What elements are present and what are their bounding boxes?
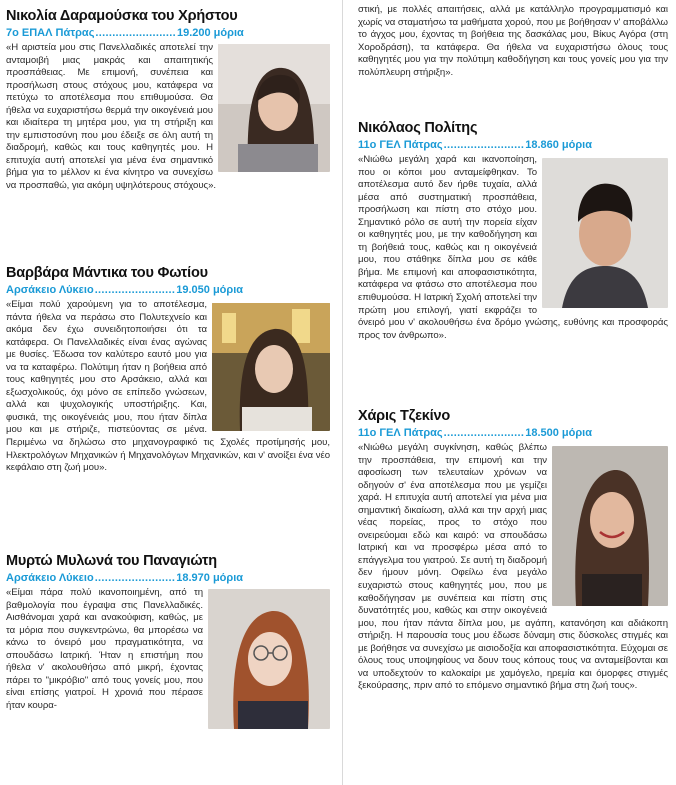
article-text: «Νιώθω μεγάλη συγκίνηση, καθώς βλέπω την προσπάθεια, την επιμονή και την αφοσίωση των τελευταίων χρόνων να οδηγούν σ' ένα αποτέλεσμα που με γεμίζει χαρά. Η επιτυχία αυτή αποτελεί για μένα μια σημαντική δικαίωση, αλλά και την αρχή μιας νέας πορείας, προς το στόχο που ονειρεύομαι εδώ και καιρό: να σπουδάσω Ιατρική και να προσφέρω μέσα από το επάγγελμα του γιατρού. Σε αυτή τη διαδρομή δεν ήμουν μόνη. Οφείλω ένα μεγάλο ευχαριστώ στους καθηγητές μου, που με καθοδήγησαν με συνέπεια και πίστη στις δυνατότητές μου, καθώς και στην οικογένειά μου, που ήταν πάντα δίπλα μου, με αγάπη, κατανόηση και αδιάκοπη στήριξη. Η παρουσία τους μου έδωσε δύναμη στις δύσκολες στιγμές και με βοήθησε να συνεχίσω με αισιοδοξία και αποφασιστικότητα. Εύχομαι σε όλους τους υποψηφίους να δουν τους κόπους τους να ανταμείβονται και να υποδεχτούν το καλοκαίρι με χαμόγελο, ηρεμία και όμορφες στιγμές ξεκούρασης, πριν από το επόμενο σημαντικό βήμα στη ζωή τους». bbox=[358, 442, 668, 692]
portrait-image bbox=[542, 158, 668, 308]
article-body bbox=[358, 154, 668, 342]
school-name: Αρσάκειο Λύκειο bbox=[6, 572, 94, 584]
article-text: στική, με πολλές απαιτήσεις, αλλά με κατάλληλο προγραμματισμό και χωρίς να σταματήσω τα μαθήματα χορού, που με βοήθησαν ν' αποβάλλω το άγχος μου, έχοντας τη βοήθεια της δασκάλας μου, Βίκυς Αγόρα (στη Χοροδράση), τα κατάφερα. Θα ήθελα να ευχαριστήσω όλους τους καθηγητές μου για την πολύτιμη καθοδήγηση και τους γονείς μου για την πολύπλευρη στήριξη». bbox=[358, 4, 668, 78]
leader-dots: ........................ bbox=[95, 27, 176, 39]
school-score-line bbox=[358, 139, 668, 151]
student-photo bbox=[212, 303, 330, 431]
leader-dots: ........................ bbox=[94, 284, 176, 296]
article-myrto bbox=[0, 553, 330, 731]
score: 18.860 μόρια bbox=[525, 139, 592, 151]
portrait-image bbox=[212, 303, 330, 431]
article-text: «Είμαι πολύ χαρούμενη για το αποτέλεσμα, πάντα ήθελα να περάσω στο Πολυτεχνείο και ακόμα δεν έχω συνειδητοποιήσει ότι τα κατάφερα. Οι Πανελλαδικές είναι ένας αγώνας με θυσίες. Έδωσα τον καλύτερο εαυτό μου για να τα καταφέρω. Πολύτιμη ήταν η βοήθεια από τους καθηγητές μου στο Αρσάκειο, αλλά και εξωσχολικούς, όχι μόνο σε επίπεδο γνώσεων, αλλά και ψυχολογικής υποστήριξης. Και, φυσικά, της οικογένειάς μου, που ήταν δίπλα μου και με στήριζε, πιστεύοντας σε μένα. Περιμένω να δηλώσω στο μηχανογραφικό τις Σχολές προτίμησής μου, Ηλεκτρολόγων Μηχανικών ή Μηχανολόγων Μηχανικών, και ν' ανοίξει ένα νέο κεφάλαιο στη ζωή μου». bbox=[6, 299, 330, 474]
leader-dots: ........................ bbox=[443, 427, 525, 439]
score: 19.050 μόρια bbox=[176, 284, 244, 296]
article-myrto-continued bbox=[352, 4, 668, 79]
student-photo bbox=[542, 158, 668, 308]
school-score-line bbox=[358, 427, 668, 439]
article-body bbox=[6, 299, 330, 475]
article-body bbox=[6, 42, 330, 193]
article-text: «Είμαι πάρα πολύ ικανοποιημένη, από τη βαθμολογία που έγραψα στις Πανελλαδικές. Αισθάνομαι χαρά και ανακούφιση, καθώς, με τα μόρια που συγκεντρώνω, θα μπορέσω να κάνω το όνειρό μου πραγματικότητα, να σπουδάσω Ιατρική. Ήταν η επιστήμη που ήθελα ν' ακολουθήσω από μικρή, έχοντας πάρει το "μικρόβιο" από τους γονείς μου, που είναι επίσης γιατροί. Η χρονιά που πέρασε ήταν κουρα- bbox=[6, 587, 330, 712]
article-body bbox=[6, 587, 330, 712]
school-score-line bbox=[6, 572, 330, 584]
leader-dots: ........................ bbox=[443, 139, 525, 151]
article-text: «Η αριστεία μου στις Πανελλαδικές αποτελεί την ανταμοιβή μιας μακράς και απαιτητικής προσπάθειας. Με επιμονή, συνέπεια και προσήλωση στους στόχους μου, κατάφερα να πετύχω το αποτέλεσμα που επιθυμούσα. Θα ήθελα να ευχαριστήσω θερμά την οικογένειά μου και ιδιαίτερα τη μητέρα μου, για τη στήριξη και την εμπιστοσύνη που μου έδειξε σε όλη αυτή τη διαδρομή, καθώς και τους καθηγητές μου. Η επιτυχία αυτή αποτελεί για μένα ένα σημαντικό βήμα για το μέλλον κι ένα κίνητρο να συνεχίσω να προσπαθώ, για ακόμη υψηλότερους στόχους». bbox=[6, 42, 330, 193]
column-divider bbox=[342, 0, 343, 785]
student-photo bbox=[552, 446, 668, 606]
student-name: Μυρτώ Μυλωνά του Παναγιώτη bbox=[6, 553, 217, 569]
school-name: 11ο ΓΕΛ Πάτρας bbox=[358, 139, 443, 151]
article-body bbox=[358, 4, 668, 79]
school-name: Αρσάκειο Λύκειο bbox=[6, 284, 94, 296]
school-name: 11ο ΓΕΛ Πάτρας bbox=[358, 427, 443, 439]
student-photo bbox=[208, 589, 330, 729]
school-score-line bbox=[6, 284, 330, 296]
article-body bbox=[358, 442, 668, 693]
score: 18.500 μόρια bbox=[525, 427, 592, 439]
score: 18.970 μόρια bbox=[176, 572, 244, 584]
student-name: Χάρις Τζεκίνο bbox=[358, 408, 451, 424]
article-charis bbox=[352, 408, 668, 693]
school-score-line bbox=[6, 27, 330, 39]
leader-dots: ........................ bbox=[94, 572, 176, 584]
portrait-image bbox=[552, 446, 668, 606]
portrait-image bbox=[208, 589, 330, 729]
score: 19.200 μόρια bbox=[176, 27, 244, 39]
article-nikolaos bbox=[352, 120, 668, 342]
student-name: Νικόλαος Πολίτης bbox=[358, 120, 478, 136]
article-nikolia bbox=[0, 8, 330, 193]
portrait-image bbox=[218, 44, 330, 172]
student-name: Βαρβάρα Μάντικα του Φωτίου bbox=[6, 265, 208, 281]
school-name: 7ο ΕΠΑΛ Πάτρας bbox=[6, 27, 95, 39]
article-varvara bbox=[0, 265, 330, 475]
student-name: Νικολία Δαραμούσκα του Χρήστου bbox=[6, 8, 238, 24]
article-text: «Νιώθω μεγάλη χαρά και ικανοποίηση, που οι κόποι μου ανταμείφθηκαν. Το αποτέλεσμα αυτό δεν ήρθε τυχαία, αλλά μέσα από συστηματική προσπάθεια, προσήλωση και πίστη στο στόχο μου. Σημαντικό ρόλο σε αυτή την πορεία είχαν οι καθηγητές μου, με την καθοδήγηση και τη βοήθειά τους, καθώς και η οικογένειά μου, που στάθηκε δίπλα μου σε κάθε βήμα. Με επιμονή και αποφασιστικότητα, κατάφερα να φτάσω στο αποτέλεσμα που επιθυμούσα. Η Ιατρική Σχολή αποτελεί την πρώτη μου επιλογή, γιατί εκφράζει το όνειρό μου ν' ακολουθήσω ένα δρόμο γνώσης, ευθύνης και προσφοράς προς τον άνθρωπο». bbox=[358, 154, 668, 341]
student-photo bbox=[218, 44, 330, 172]
